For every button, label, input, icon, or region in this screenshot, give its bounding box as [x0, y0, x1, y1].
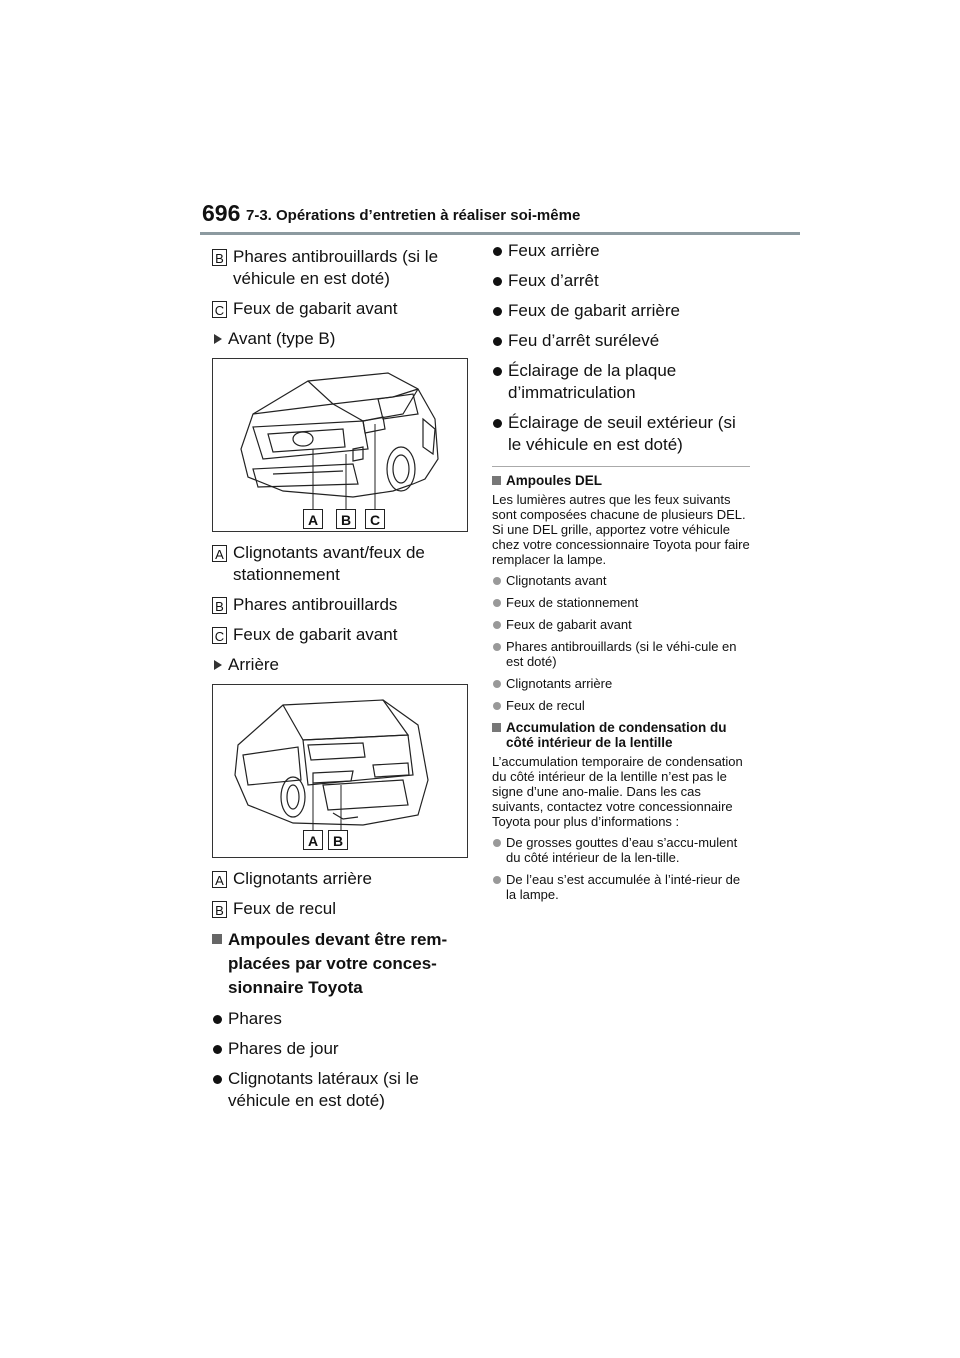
item-text: Phares antibrouillards — [233, 595, 398, 614]
figure-label: A — [303, 830, 323, 850]
item-text: Feux de gabarit avant — [233, 625, 398, 644]
list-item: Phares de jour — [212, 1038, 472, 1060]
tag-badge: A — [212, 871, 227, 888]
front-vehicle-illustration — [213, 359, 467, 531]
tag-badge: C — [212, 301, 227, 318]
condensation-paragraph: L’accumulation temporaire de condensation du côté intérieur de la lentille n’est pas le signe d’une ano-malie. Dans les cas suivants, contactez votre concessionnaire Toyota pour plus d’informations : — [492, 754, 743, 829]
list-item — [212, 898, 472, 920]
led-item: Feux de recul — [492, 698, 752, 713]
list-item — [212, 298, 472, 320]
list-item: Éclairage de seuil extérieur (si le véhicule en est doté) — [492, 412, 752, 456]
square-bullet-icon — [212, 934, 222, 944]
list-item — [212, 624, 472, 646]
front-figure — [212, 358, 468, 532]
square-bullet-icon — [492, 476, 501, 485]
item-text: Clignotants avant/feux de stationnement — [233, 543, 425, 584]
list-item: Feu d’arrêt surélevé — [492, 330, 752, 352]
item-text: Feux de gabarit avant — [233, 299, 398, 318]
led-item: Feux de stationnement — [492, 595, 752, 610]
front-subheading: Avant (type B) — [212, 328, 472, 350]
list-item — [212, 246, 472, 290]
list-item: Éclairage de la plaque d’immatriculation — [492, 360, 752, 404]
figure-label: C — [365, 509, 385, 529]
figure-label: B — [328, 830, 348, 850]
figure-label: B — [336, 509, 356, 529]
list-item: Clignotants latéraux (si le véhicule en est doté) — [212, 1068, 472, 1112]
left-column — [212, 246, 472, 1120]
section-title: 7-3. Opérations d’entretien à réaliser soi-même — [246, 207, 581, 224]
led-item: Phares antibrouillards (si le véhi-cule en est doté) — [492, 639, 752, 669]
rear-figure — [212, 684, 468, 858]
rear-subheading: Arrière — [212, 654, 472, 676]
list-item: Feux d’arrêt — [492, 270, 752, 292]
list-item — [212, 868, 472, 890]
item-text: Phares antibrouillards (si le véhicule en est doté) — [233, 247, 439, 288]
tag-badge: A — [212, 545, 227, 562]
list-item: Feux de gabarit arrière — [492, 300, 752, 322]
list-item: Feux arrière — [492, 240, 752, 262]
page-number: 696 — [202, 200, 241, 226]
condensation-item: De grosses gouttes d’eau s’accu-mulent du côté intérieur de la len-tille. — [492, 835, 752, 865]
list-item — [212, 594, 472, 616]
tag-badge: B — [212, 597, 227, 614]
led-item: Feux de gabarit avant — [492, 617, 752, 632]
figure-label: A — [303, 509, 323, 529]
right-column — [492, 240, 752, 909]
led-item: Clignotants avant — [492, 573, 752, 588]
square-bullet-icon — [492, 723, 501, 732]
list-item: Phares — [212, 1008, 472, 1030]
heading-text: Accumulation de condensation du côté intérieur de la lentille — [506, 720, 727, 750]
led-paragraph: Les lumières autres que les feux suivants sont composées chacune de plusieurs DEL. Si une DEL grille, apportez votre véhicule chez votre concessionnaire Toyota pour faire remplacer la lampe. — [492, 492, 750, 567]
item-text: Feux de recul — [233, 899, 336, 918]
tag-badge: B — [212, 901, 227, 918]
header-rule — [200, 232, 800, 235]
led-heading — [492, 473, 752, 488]
tag-badge: B — [212, 249, 227, 266]
item-text: Clignotants arrière — [233, 869, 372, 888]
condensation-heading — [492, 720, 752, 750]
heading-text: Ampoules devant être rem-placées par votre conces-sionnaire Toyota — [228, 930, 448, 997]
condensation-item: De l’eau s’est accumulée à l’inté-rieur de la lampe. — [492, 872, 752, 902]
dealer-heading — [212, 928, 472, 1000]
led-item: Clignotants arrière — [492, 676, 752, 691]
list-item — [212, 542, 472, 586]
tag-badge: C — [212, 627, 227, 644]
divider — [492, 466, 750, 467]
heading-text: Ampoules DEL — [506, 473, 603, 488]
